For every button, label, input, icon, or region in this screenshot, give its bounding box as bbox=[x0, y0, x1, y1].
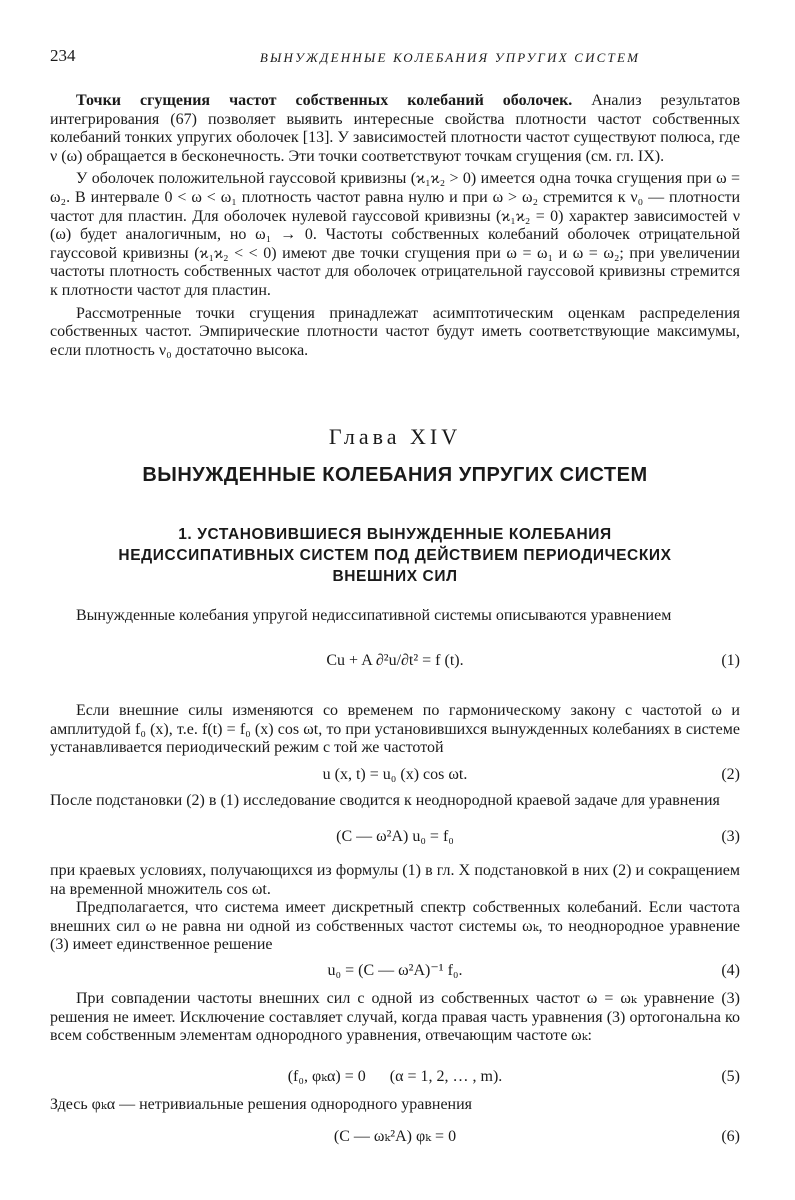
equation-formula: (C — ωₖ²A) φₖ = 0 bbox=[333, 1128, 457, 1145]
page-number: 234 bbox=[50, 46, 76, 65]
equation-number: (3) bbox=[721, 828, 740, 845]
paragraph: При совпадении частоты внешних сил с одной из собственных частот ω = ωₖ уравнение (3) решения не имеет. Исключение составляет случай, когда правая часть уравнения (3) ортогональна ко всем собственным элементам однородного уравнения, отвечающим частоте ωₖ: bbox=[50, 990, 740, 1045]
paragraph: Рассмотренные точки сгущения принадлежат асимптотическим оценкам распределения собственных частот. Эмпирические плотности частот будут иметь соответствующие максимумы, если плотность ν₀ достаточно высока. bbox=[50, 304, 740, 359]
running-title: ВЫНУЖДЕННЫЕ КОЛЕБАНИЯ УПРУГИХ СИСТЕМ bbox=[259, 50, 641, 65]
paragraph: при краевых условиях, получающихся из формулы (1) в гл. X подстановкой в них (2) и сокращением на временной множитель cos ωt. bbox=[50, 862, 740, 898]
paragraph bbox=[50, 92, 740, 166]
body-text bbox=[50, 862, 740, 955]
chapter-title: ВЫНУЖДЕННЫЕ КОЛЕБАНИЯ УПРУГИХ СИСТЕМ bbox=[142, 464, 648, 486]
body-text bbox=[50, 702, 740, 758]
equation-3 bbox=[50, 828, 740, 852]
chapter-label: Глава XIV bbox=[328, 424, 462, 449]
body-text bbox=[50, 607, 740, 626]
equation-4 bbox=[50, 962, 740, 986]
equation-formula: u₀ = (C — ω²A)⁻¹ f₀. bbox=[327, 962, 463, 979]
equation-6 bbox=[50, 1128, 740, 1152]
equation-formula: (C — ω²A) u₀ = f₀ bbox=[336, 828, 454, 845]
paragraph: Вынужденные колебания упругой недиссипативной системы описываются уравнением bbox=[76, 607, 672, 624]
paragraph-heading: Точки сгущения частот собственных колебаний оболочек. bbox=[76, 92, 573, 109]
equation-5 bbox=[50, 1068, 740, 1092]
body-text bbox=[50, 1096, 740, 1115]
paragraph: Если внешние силы изменяются со временем по гармоническому закону с частотой ω и амплитудой f₀ (x), т.е. f(t) = f₀ (x) cos ωt, то при установившихся вынужденных колебаниях в системе устанавливается периодический режим с той же частотой bbox=[50, 702, 740, 757]
equation-formula: u (x, t) = u₀ (x) cos ωt. bbox=[322, 766, 468, 783]
paragraph: Здесь φₖα — нетривиальные решения однородного уравнения bbox=[50, 1096, 473, 1113]
equation-number: (2) bbox=[721, 766, 740, 783]
paragraph-text: Анализ результатов интегрирования (67) позволяет выявить интересные свойства плотности частот собственных колебаний тонких упругих оболочек [13]. У зависимостей плотности частот существуют полюса, где ν (ω) обращается в бесконечность. Эти точки соответствуют точкам сгущения (см. гл. IX). bbox=[50, 92, 741, 165]
equation-number: (5) bbox=[721, 1068, 740, 1085]
paragraph: После подстановки (2) в (1) исследование сводится к неоднородной краевой задаче для уравнения bbox=[50, 792, 720, 809]
intro-section bbox=[50, 92, 740, 360]
equation-2 bbox=[50, 766, 740, 790]
equation-formula: (f₀, φₖα) = 0 (α = 1, 2, … , m). bbox=[287, 1068, 503, 1085]
equation-number: (6) bbox=[721, 1128, 740, 1145]
equation-number: (4) bbox=[721, 962, 740, 979]
paragraph: Предполагается, что система имеет дискретный спектр собственных колебаний. Если частота внешних сил ω не равна ни одной из собственных частот системы ωₖ, то неоднородное уравнение (3) имеет единственное решение bbox=[50, 899, 740, 954]
body-text bbox=[50, 792, 740, 811]
body-text bbox=[50, 990, 740, 1046]
equation-number: (1) bbox=[721, 652, 740, 669]
equation-1 bbox=[50, 652, 740, 676]
page-header bbox=[50, 47, 740, 67]
section-title: 1. УСТАНОВИВШИЕСЯ ВЫНУЖДЕННЫЕ КОЛЕБАНИЯ НЕДИССИПАТИВНЫХ СИСТЕМ ПОД ДЕЙСТВИЕМ ПЕРИОДИЧЕСКИХ ВНЕШНИХ СИЛ bbox=[118, 526, 672, 585]
equation-formula: Cu + A ∂²u/∂t² = f (t). bbox=[326, 652, 464, 669]
paragraph: У оболочек положительной гауссовой кривизны (ϰ₁ϰ₂ > 0) имеется одна точка сгущения при ω = ω₂. В интервале 0 < ω < ω₁ плотность частот равна нулю и при ω > ω₂ стремится к ν₀ — плотности частот для пластин. Для оболочек нулевой гауссовой кривизны (ϰ₁ϰ₂ = 0) характер зависимостей ν (ω) будет аналогичным, но ω₁ → 0. Частоты собственных колебаний оболочек отрицательной гауссовой кривизны (ϰ₁ϰ₂ < < 0) имеют две точки сгущения при ω = ω₁ и ω = ω₂; при увеличении частоты плотность собственных частот для оболочек отрицательной гауссовой кривизны стремится к плотности частот для пластин. bbox=[50, 170, 740, 299]
